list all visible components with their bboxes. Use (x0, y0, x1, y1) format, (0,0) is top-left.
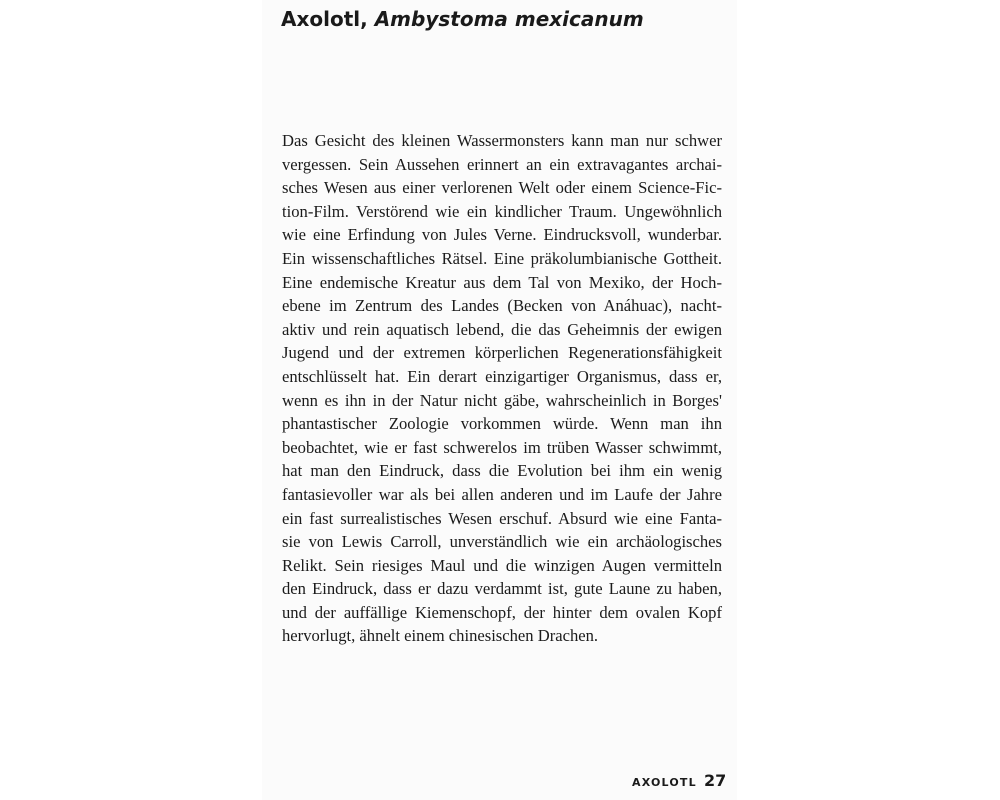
body-line: Eine endemische Kreatur aus dem Tal von Mexiko, der Hoch- (282, 272, 722, 292)
body-line: hat man den Eindruck, dass die Evolution bei ihm ein wenig (282, 461, 722, 481)
title-common-name: Axolotl, (281, 7, 368, 31)
body-line: fantasievoller war als bei allen anderen und im Laufe der Jahre (282, 484, 722, 504)
body-line: entschlüsselt hat. Ein derart einzigartiger Organismus, dass er, (282, 366, 722, 386)
body-line: phantastischer Zoologie vorkommen würde. Wenn man ihn (282, 414, 722, 434)
body-line: Das Gesicht des kleinen Wassermonsters kann man nur schwer (282, 131, 722, 150)
body-line: wenn es ihn in der Natur nicht gäbe, wahrscheinlich in Borges' (282, 390, 722, 410)
page-number: 27 (704, 771, 727, 790)
page-footer (632, 771, 727, 793)
body-line: tion-Film. Verstörend wie ein kindlicher Traum. Ungewöhnlich (282, 201, 722, 221)
body-line: Jugend und der extremen körperlichen Regenerationsfähigkeit (282, 343, 722, 363)
body-line: ebene im Zentrum des Landes (Becken von Anáhuac), nacht- (282, 296, 722, 316)
page-title (281, 6, 644, 32)
body-paragraph (282, 129, 722, 648)
body-line: sie von Lewis Carroll, unverständlich wie ein archäologisches (282, 532, 722, 552)
body-line: Ein wissenschaftliches Rätsel. Eine präkolumbianische Gottheit. (282, 248, 722, 268)
body-line: Relikt. Sein riesiges Maul und die winzigen Augen vermitteln (282, 555, 722, 575)
title-scientific-name: Ambystoma mexicanum (374, 7, 644, 31)
body-line: wie eine Erfindung von Jules Verne. Eindrucksvoll, wunderbar. (282, 225, 722, 245)
body-line: den Eindruck, dass er dazu verdammt ist, gute Laune zu haben, (282, 579, 722, 599)
body-line: vergessen. Sein Aussehen erinnert an ein extravagantes archai- (282, 154, 722, 174)
body-line: aktiv und rein aquatisch lebend, die das Geheimnis der ewigen (282, 319, 722, 339)
body-line: ein fast surrealistisches Wesen erschuf. Absurd wie eine Fanta- (282, 508, 722, 528)
body-line: und der auffällige Kiemenschopf, der hinter dem ovalen Kopf (282, 602, 722, 622)
body-line: beobachtet, wie er fast schwerelos im trüben Wasser schwimmt, (282, 437, 722, 457)
body-line: hervorlugt, ähnelt einem chinesischen Drachen. (282, 626, 599, 646)
body-line: sches Wesen aus einer verlorenen Welt oder einem Science-Fic- (282, 178, 722, 198)
running-head: AXOLOTL (632, 776, 697, 789)
